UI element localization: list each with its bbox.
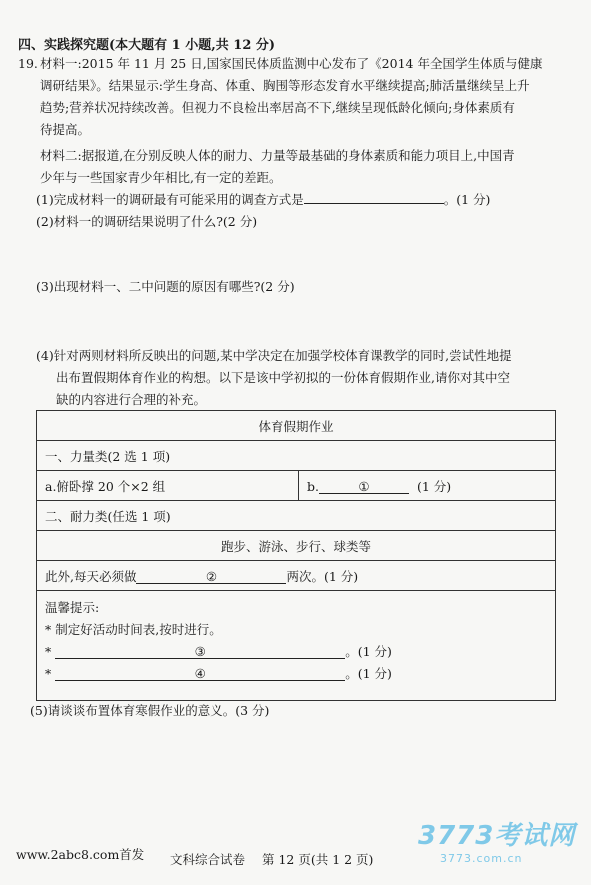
strength-header-row [37,441,556,471]
material1-line-1: 材料一:2015 年 11 月 25 日,国家国民体质监测中心发布了《2014 年全国学生体质与健康 [40,56,543,71]
question-number: 19. [18,56,38,71]
q1-line [36,189,490,211]
table-title: 体育假期作业 [37,411,556,441]
daily-suffix: 两次。(1 分) [286,568,359,584]
daily-requirement [37,561,556,591]
strength-option-b [299,471,556,501]
daily-prefix: 此外,每天必须做 [45,568,137,584]
homework-table [36,410,556,701]
endurance-header-row [37,501,556,531]
material1-line-2: 调研结果》。结果显示:学生身高、体重、胸围等形态发育水平继续提高;肺活量继续呈上升 [40,78,530,93]
blank-2-mark: ② [205,568,218,584]
q4-line-1: (4)针对两则材料所反映出的问题,某中学决定在加强学校体育课教学的同时,尝试性地提 [36,348,512,363]
endurance-items: 跑步、游泳、步行、球类等 [37,531,556,561]
blank-4-mark: ④ [194,666,206,681]
tip-3-score: 。(1 分) [345,666,392,681]
endurance-header: 二、耐力类(任选 1 项) [37,501,556,531]
q1-prefix: (1)完成材料一的调研最有可能采用的调查方式是 [36,192,304,207]
q4-line-3: 缺的内容进行合理的补充。 [56,392,207,407]
strength-b-prefix: b. [307,478,319,494]
tip-3 [45,663,547,685]
blank-1-mark: ① [358,478,370,494]
endurance-items-row [37,531,556,561]
material1-line-4: 待提高。 [40,122,91,137]
tips-row [37,591,556,701]
strength-header: 一、力量类(2 选 1 项) [37,441,556,471]
daily-row [37,561,556,591]
q5-prompt: (5)请谈谈布置体育寒假作业的意义。(3 分) [30,703,270,718]
q1-answer-blank[interactable] [304,190,444,204]
tip-3-star: * [45,666,52,681]
footer-exam-name: 文科综合试卷 [170,852,246,867]
strength-options-row [37,471,556,501]
q3-prompt: (3)出现材料一、二中问题的原因有哪些?(2 分) [36,279,295,294]
strength-option-a: a.俯卧撑 20 个×2 组 [37,471,299,501]
blank-1[interactable] [319,480,409,494]
watermark-url: 3773.com.cn [440,852,523,865]
strength-b-score: (1 分) [416,478,452,494]
section-title: 四、实践探究题(本大题有 1 小题,共 12 分) [18,38,276,53]
tip-1: * 制定好活动时间表,按时进行。 [45,622,222,637]
table-title-row [37,411,556,441]
blank-2[interactable] [136,570,286,584]
watermark-logo: 3773考试网 [418,821,576,851]
material1-line-3: 趋势;营养状况持续改善。但视力不良检出率居高不下,继续呈现低龄化倾向;身体素质有 [40,100,515,115]
tip-2-score: 。(1 分) [345,644,392,659]
tips-title: 温馨提示: [45,600,100,615]
tip-2-star: * [45,644,52,659]
material2-line-2: 少年与一些国家青少年相比,有一定的差距。 [40,170,282,185]
footer-site: www.2abc8.com首发 [16,847,145,862]
blank-3-mark: ③ [194,644,206,659]
tips-cell [37,591,556,701]
blank-3[interactable] [55,645,345,659]
material2-line-1: 材料二:据报道,在分别反映人体的耐力、力量等最基础的身体素质和能力项目上,中国青 [40,148,515,163]
tip-2 [45,641,547,663]
q2-prompt: (2)材料一的调研结果说明了什么?(2 分) [36,214,258,229]
q1-suffix: 。(1 分) [443,192,491,207]
q4-line-2: 出布置假期体育作业的构想。以下是该中学初拟的一份体育假期作业,请你对其中空 [56,370,510,385]
blank-4[interactable] [55,667,345,681]
footer-page-number: 第 12 页(共 1 2 页) [262,852,374,867]
